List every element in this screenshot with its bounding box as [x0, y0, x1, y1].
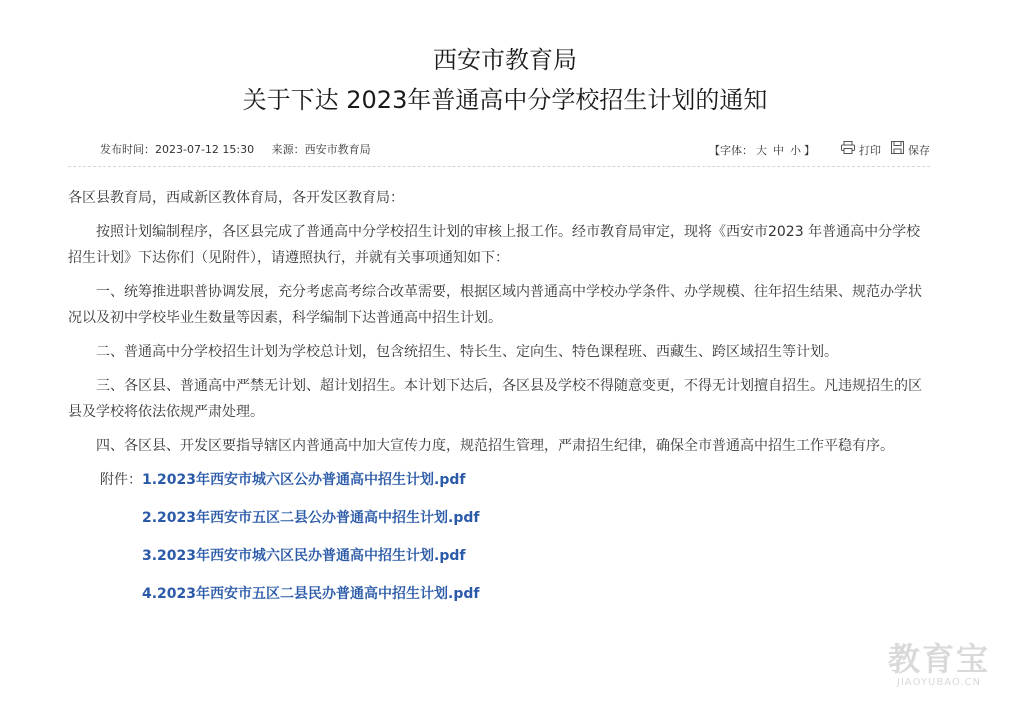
meta-tools [709, 141, 930, 160]
attachment-link-2[interactable]: 2.2023年西安市五区二县公办普通高中招生计划.pdf [142, 510, 480, 526]
attachment-row [68, 543, 930, 581]
save-button[interactable] [891, 141, 930, 160]
save-label: 保存 [908, 143, 930, 157]
greeting: 各区县教育局，西咸新区教体育局，各开发区教育局： [68, 190, 404, 206]
paragraph: 二、普通高中分学校招生计划为学校总计划，包含统招生、特长生、定向生、特色课程班、西藏生、跨区域招生等计划。 [96, 344, 838, 360]
font-medium-button[interactable]: 中 [773, 143, 784, 157]
font-label-open: 【字体： [709, 143, 753, 157]
watermark-logo [888, 641, 990, 688]
attachment-link-4[interactable]: 4.2023年西安市五区二县民办普通高中招生计划.pdf [142, 586, 480, 602]
source: 来源：西安市教育局 [271, 143, 371, 156]
attachments [68, 467, 930, 619]
paragraph: 四、各区县、开发区要指导辖区内普通高中加大宣传力度，规范招生管理，严肃招生纪律，确保全市普通高中招生工作平稳有序。 [96, 438, 894, 454]
publish-time: 发布时间：2023-07-12 15:30 [100, 143, 255, 156]
meta-info [100, 141, 371, 159]
font-size-selector [709, 142, 815, 160]
paragraph: 按照计划编制程序，各区县完成了普通高中分学校招生计划的审核上报工作。经市教育局审定，现将《西安市2023 年普通高中分学校招生计划》下达你们（见附件），请遵照执行，并就有关事项通知如下： [68, 224, 921, 266]
printer-icon [841, 141, 859, 160]
article-body [68, 185, 930, 619]
font-large-button[interactable]: 大 [756, 143, 767, 157]
paragraph: 三、各区县、普通高中严禁无计划、超计划招生。本计划下达后，各区县及学校不得随意变更，不得无计划擅自招生。凡违规招生的区县及学校将依法依规严肃处理。 [68, 378, 922, 420]
save-icon [891, 141, 908, 160]
divider [68, 166, 930, 167]
attachment-row [68, 581, 930, 619]
attachment-link-1[interactable]: 1.2023年西安市城六区公办普通高中招生计划.pdf [142, 472, 466, 488]
attachment-link-3[interactable]: 3.2023年西安市城六区民办普通高中招生计划.pdf [142, 548, 466, 564]
page-title: 关于下达 2023年普通高中分学校招生计划的通知 [242, 86, 768, 114]
page-title-org: 西安市教育局 [433, 46, 577, 74]
meta-bar [100, 141, 930, 159]
print-label: 打印 [859, 143, 881, 157]
watermark-url: JIAOYUBAO.CN [897, 677, 981, 688]
attachment-row [68, 467, 930, 505]
watermark-text: 教育宝 [887, 640, 990, 678]
attachments-label: 附件： [100, 472, 142, 488]
font-label-close: 】 [804, 143, 815, 157]
attachment-row [68, 505, 930, 543]
print-button[interactable] [841, 141, 881, 160]
font-small-button[interactable]: 小 [790, 143, 801, 157]
paragraph: 一、统筹推进职普协调发展，充分考虑高考综合改革需要，根据区域内普通高中学校办学条件、办学规模、往年招生结果、规范办学状况以及初中学校毕业生数量等因素，科学编制下达普通高中招生计划。 [68, 284, 922, 326]
